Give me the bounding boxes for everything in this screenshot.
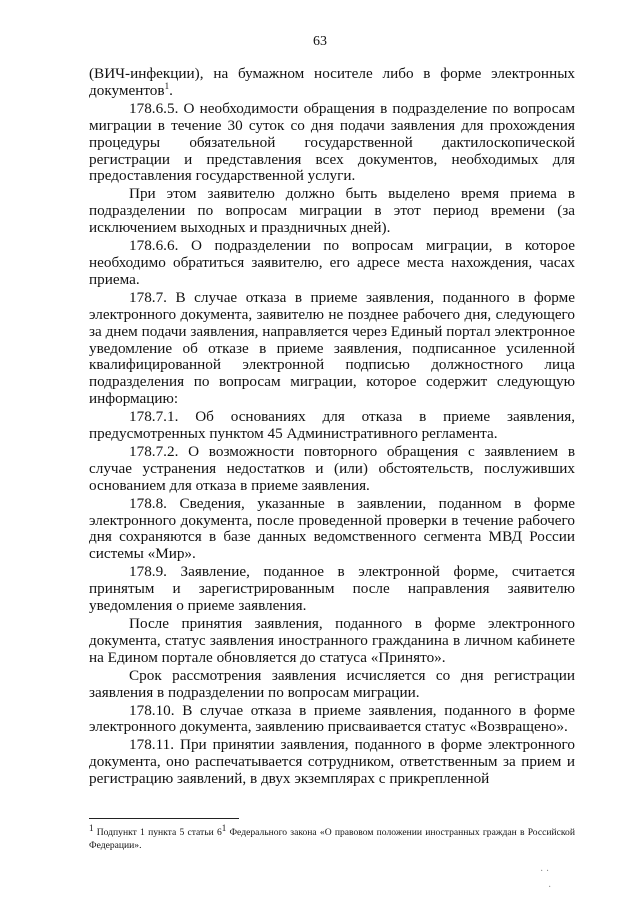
paragraph: 178.7. В случае отказа в приеме заявления, поданного в форме электронного документа, заявителю не позднее рабочего дня, следующего за днем подачи заявления, направляется через Единый портал электронное уведомление об отказе в приеме заявления, подписанное усиленной квалифицированной электронной подписью должностного лица подразделения по вопросам миграции, которое содержит следующую информацию: xyxy=(89,288,575,408)
paragraph: 178.6.5. О необходимости обращения в подразделение по вопросам миграции в течение 30 суток со дня подачи заявления для прохождения процедуры обязательной государственной дактилоскопической регистрации и представления всех документов, необходимых для предоставления государственной услуги. xyxy=(89,99,575,185)
footnote-text: Подпункт 1 пункта 5 статьи 6 xyxy=(93,827,222,838)
footnote-reference: 1 xyxy=(164,80,170,91)
scan-artifact-mark: · · xyxy=(540,866,550,877)
scan-artifact-mark: · xyxy=(548,882,552,893)
footnote-marker: 1 xyxy=(89,822,94,833)
paragraph: 178.11. При принятии заявления, поданного в форме электронного документа, оно распечатывается сотрудником, ответственным за прием и регистрацию заявлений, в двух экземплярах с прикрепленной xyxy=(89,736,575,788)
page-number: 63 xyxy=(313,34,327,49)
paragraph: 178.9. Заявление, поданное в электронной форме, считается принятым и зарегистрированным после направления заявителю уведомления о приеме заявления. xyxy=(89,563,575,615)
paragraph: 178.8. Сведения, указанные в заявлении, поданном в форме электронного документа, после проведенной проверки в течение рабочего дня сохраняются в базе данных ведомственного сегмента МВД России системы «Мир». xyxy=(89,494,575,563)
paragraph: 178.10. В случае отказа в приеме заявления, поданного в форме электронного документа, заявлению присваивается статус «Возвращено». xyxy=(89,701,575,736)
paragraph: 178.6.6. О подразделении по вопросам миграции, в которое необходимо обратиться заявителю, его адресе места нахождения, часах приема. xyxy=(89,237,575,288)
paragraph: (ВИЧ-инфекции), на бумажном носителе либо в форме электронных документов$^1$. xyxy=(89,65,575,99)
paragraph: 178.7.1. Об основаниях для отказа в приеме заявления, предусмотренных пунктом 45 Административного регламента. xyxy=(89,408,575,443)
paragraph: После принятия заявления, поданного в форме электронного документа, статус заявления иностранного гражданина в личном кабинете на Едином портале обновляется до статуса «Принято». xyxy=(89,615,575,666)
paragraph: При этом заявителю должно быть выделено время приема в подразделении по вопросам миграции в этот период времени (за исключением выходных и праздничных дней). xyxy=(89,185,575,237)
footnote-divider xyxy=(89,818,239,819)
footnote-text-continued: Федерального закона «О правовом положении иностранных граждан в Российской Федерации». xyxy=(89,827,575,851)
paragraph: 178.7.2. О возможности повторного обращения с заявлением в случае устранения недостатков и (или) обстоятельств, послуживших основанием для отказа в приеме заявления. xyxy=(89,442,575,494)
footnote xyxy=(89,822,575,852)
footnote-superscript: 1 xyxy=(221,822,227,833)
body-text xyxy=(89,66,575,789)
paragraph: Срок рассмотрения заявления исчисляется со дня регистрации заявления в подразделении по вопросам миграции. xyxy=(89,666,575,701)
